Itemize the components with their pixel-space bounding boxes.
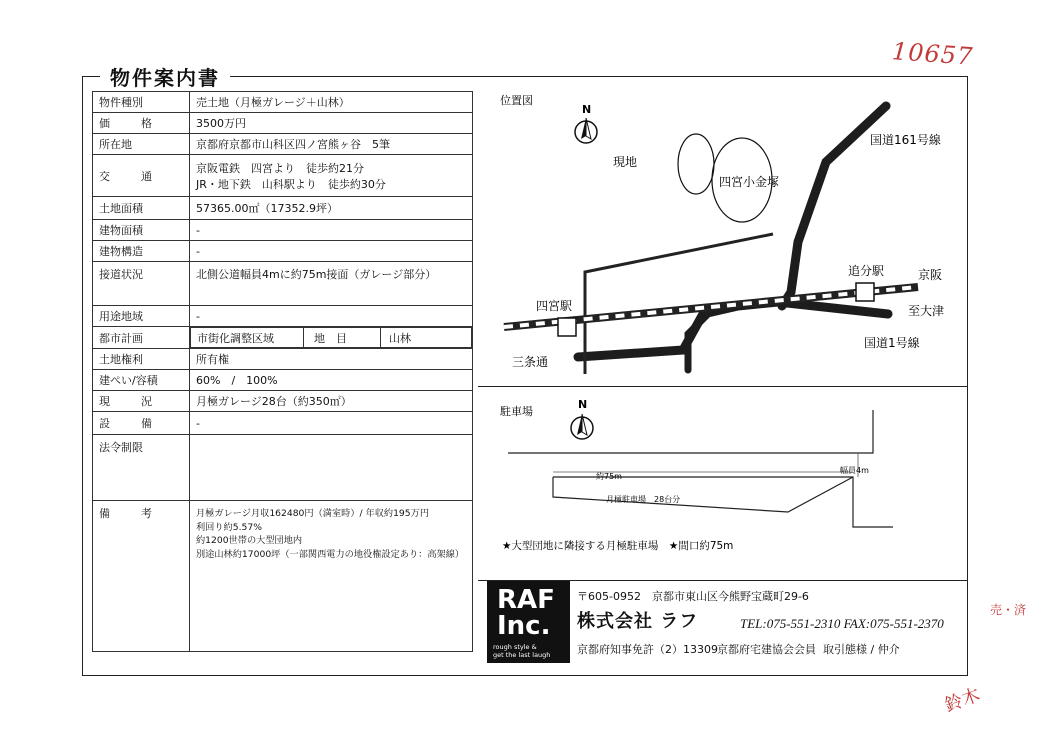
spec-value: - [190, 241, 473, 262]
spec-key: 土地権利 [93, 349, 190, 370]
land-category-value: 山林 [381, 328, 472, 348]
north-label: N [578, 398, 588, 411]
table-row [93, 349, 473, 370]
spec-value: - [190, 412, 473, 435]
company-fax: FAX:075-551-2370 [843, 616, 944, 631]
spec-key: 物件種別 [93, 92, 190, 113]
land-category-key: 地 目 [304, 328, 381, 348]
parking-lot-label: 月極駐車場 28台分 [606, 495, 681, 504]
tagline-line: rough style & [493, 643, 537, 651]
company-logo [487, 581, 570, 663]
table-row [93, 391, 473, 412]
access-line-1: 京阪電鉄 四宮より 徒歩約21分 [196, 161, 364, 175]
parking-map-heading: 駐車場 [500, 405, 533, 418]
remarks-line: 利回り約5.57% [196, 521, 262, 533]
site-label: 現地 [613, 155, 638, 169]
handwritten-note: 売・済 [990, 603, 1027, 617]
table-row [93, 155, 473, 197]
table-row [93, 306, 473, 327]
document-title: 物件案内書 [100, 62, 230, 91]
spec-key: 所在地 [93, 134, 190, 155]
location-map-heading: 位置図 [500, 94, 533, 107]
spec-value [190, 327, 473, 349]
table-row [93, 197, 473, 220]
spec-key: 建物構造 [93, 241, 190, 262]
table-row [93, 113, 473, 134]
spec-value: 月極ガレージ28台（約350㎡） [190, 391, 473, 412]
spec-value: - [190, 220, 473, 241]
spec-value [190, 155, 473, 197]
handwritten-ref-number: 10657 [891, 37, 975, 71]
spec-key: 価 格 [93, 113, 190, 134]
table-row [93, 327, 473, 349]
company-contact [740, 616, 944, 632]
route-161-label: 国道161号線 [870, 133, 941, 147]
remarks-line: 約1200世帯の大型団地内 [196, 535, 303, 546]
table-row [93, 435, 473, 501]
tagline-line: get the last laugh [493, 651, 551, 659]
remarks-line: 別途山林約17000坪（一部関西電力の地役権設定あり：高架線） [196, 548, 465, 560]
company-tel: TEL:075-551-2310 [740, 616, 841, 631]
route-1-label: 国道1号線 [864, 336, 920, 350]
spec-key: 交 通 [93, 155, 190, 197]
otsu-direction-label: 至大津 [908, 304, 945, 318]
company-address: 〒605-0952 京都市東山区今熊野宝蔵町29-6 [577, 590, 809, 603]
access-line-2: JR・地下鉄 山科駅より 徒歩約30分 [196, 177, 386, 191]
spec-key: 接道状況 [93, 262, 190, 306]
spec-value: 所有権 [190, 349, 473, 370]
logo-sub: Inc. [497, 611, 551, 641]
maps-panel [478, 82, 968, 582]
spec-key: 土地面積 [93, 197, 190, 220]
spec-key: 備 考 [93, 501, 190, 652]
spec-value: 60% / 100% [190, 370, 473, 391]
table-row [93, 262, 473, 306]
logo-tagline [493, 643, 550, 659]
table-row [93, 241, 473, 262]
spec-value: 57365.00㎡（17352.9坪） [190, 197, 473, 220]
keihan-label: 京阪 [918, 268, 943, 282]
north-arrow-icon [571, 414, 593, 439]
parking-lot-outline [553, 477, 853, 512]
spec-value: 京都府京都市山科区四ノ宮熊ヶ谷 5筆 [190, 134, 473, 155]
spec-value: - [190, 306, 473, 327]
spec-key: 建ぺい/容積 [93, 370, 190, 391]
parking-road-south [553, 477, 893, 527]
spec-key: 設 備 [93, 412, 190, 435]
property-spec-table [92, 91, 473, 652]
spec-key: 現 況 [93, 391, 190, 412]
length-label: 約75m [596, 472, 622, 481]
spec-value: 北側公道幅員4mに約75m接面（ガレージ部分） [190, 262, 473, 306]
north-label: N [582, 103, 592, 116]
handwritten-signature: 鈴木 [942, 684, 984, 717]
company-license: 京都府知事免許（2）13309 [577, 643, 718, 656]
table-row [93, 134, 473, 155]
table-row [93, 370, 473, 391]
spec-value: 売土地（月極ガレージ＋山林） [190, 92, 473, 113]
spec-value [190, 435, 473, 501]
oiwake-station-icon [856, 283, 874, 301]
spec-key: 建物面積 [93, 220, 190, 241]
shrine-label: 四宮小金塚 [719, 175, 780, 189]
parking-note: ★大型団地に隣接する月極駐車場 ★間口約75m [502, 540, 734, 552]
route-1-road [578, 302, 888, 357]
shinomiya-station-label: 四宮駅 [536, 299, 573, 313]
sanjo-label: 三条通 [512, 355, 549, 369]
spec-key: 都市計画 [93, 327, 190, 349]
spec-value: 3500万円 [190, 113, 473, 134]
shinomiya-station-icon [558, 318, 576, 336]
company-name: 株式会社 ラフ [577, 611, 699, 632]
table-row [93, 92, 473, 113]
side-road [688, 314, 708, 370]
width-label: 幅員4m [840, 466, 869, 475]
logo-main: RAF [497, 585, 555, 615]
table-row [93, 220, 473, 241]
table-row [93, 412, 473, 435]
transaction-type: 取引態様 / 仲介 [823, 643, 900, 656]
oiwake-station-label: 追分駅 [848, 264, 885, 278]
spec-key: 用途地域 [93, 306, 190, 327]
zoning-value: 市街化調整区域 [191, 328, 304, 348]
spec-value-remarks [190, 501, 473, 652]
company-association: 京都府宅建協会会員 [717, 643, 816, 656]
parking-road-north [508, 410, 873, 453]
site-outline [678, 134, 714, 194]
spec-key: 法令制限 [93, 435, 190, 501]
table-row [93, 501, 473, 652]
zoning-subtable [190, 327, 472, 348]
remarks-line: 月極ガレージ月収162480円（満室時）/ 年収約195万円 [196, 508, 430, 519]
north-arrow-icon [575, 118, 597, 143]
